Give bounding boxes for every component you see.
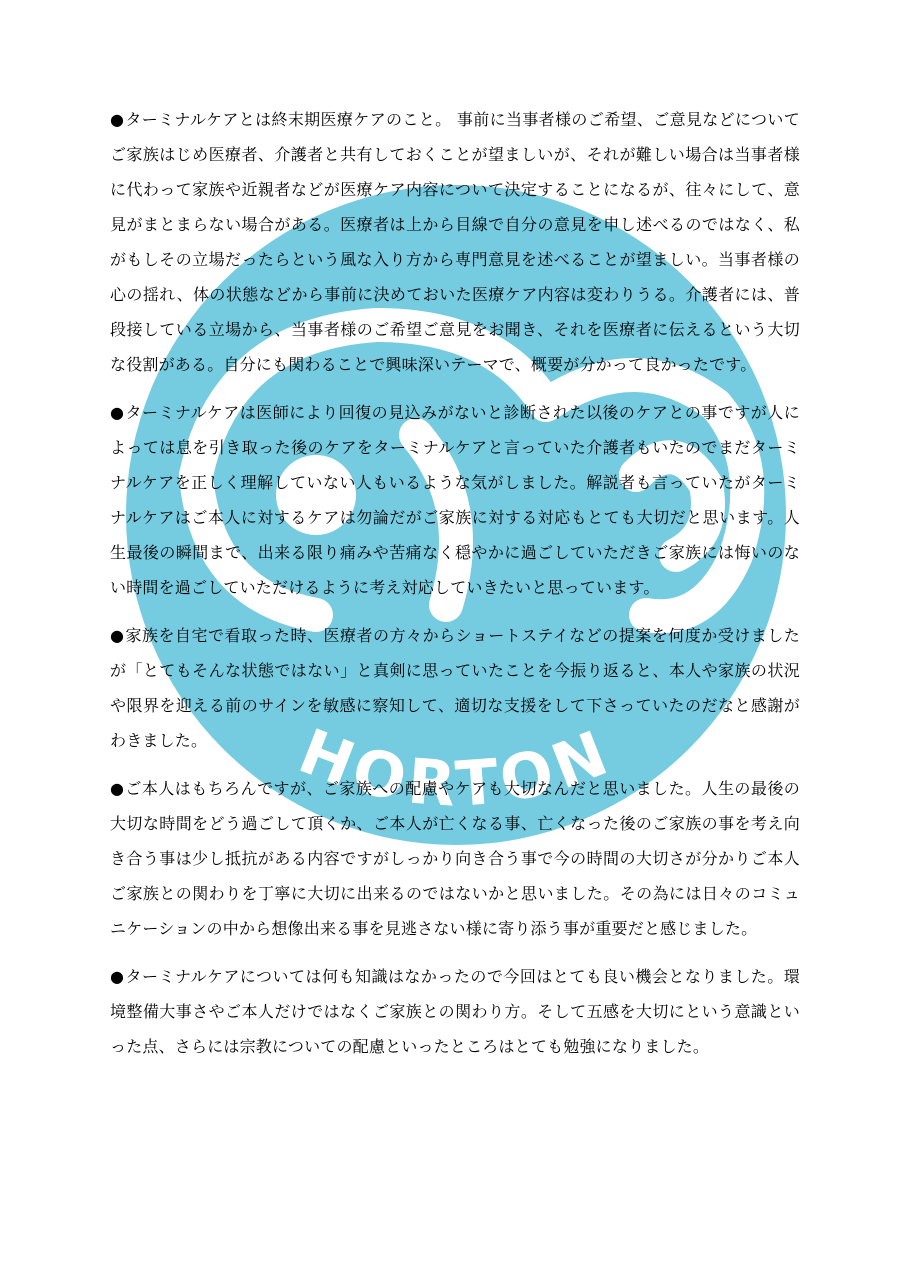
- comment-text: ターミナルケアは医師により回復の見込みがないと診断された以後のケアとの事ですが人によっては息を引き取った後のケアをターミナルケアと言っていた介護者もいたのでまだターミナルケアを正しく理解していない人もいるような気がしました。解説者も言っていたがターミナルケアはご本人に対するケアは勿論だがご家族に対する対応もとても大切だと思います。人生最後の瞬間まで、出来る限り痛みや苦痛なく穏やかに過ごしていただきご家族には悔いのない時間を過ごしていただけるように考え対応していきたいと思っています。: [110, 403, 800, 597]
- comments-document: [110, 102, 800, 1077]
- bullet-icon: ●: [110, 967, 125, 986]
- bullet-icon: ●: [110, 110, 125, 129]
- comment-paragraph: [110, 395, 800, 605]
- comment-paragraph: [110, 771, 800, 946]
- comment-paragraph: [110, 102, 800, 382]
- horton-logo-text: HORTON: [289, 714, 623, 821]
- bullet-icon: ●: [110, 403, 125, 422]
- comment-text: ターミナルケアとは終末期医療ケアのこと。 事前に当事者様のご希望、ご意見などについてご家族はじめ医療者、介護者と共有しておくことが望ましいが、それが難しい場合は当事者様に代わって家族や近親者などが医療ケア内容について決定することになるが、往々にして、意見がまとまらない場合がある。医療者は上から目線で自分の意見を申し述べるのではなく、私がもしその立場だったらという風な入り方から専門意見を述べることが望ましい。当事者様の心の揺れ、体の状態などから事前に決めておいた医療ケア内容は変わりうる。介護者には、普段接している立場から、当事者様のご希望ご意見をお聞き、それを医療者に伝えるという大切な役割がある。自分にも関わることで興味深いテーマで、概要が分かって良かったです。: [110, 110, 800, 374]
- bullet-icon: ●: [110, 779, 125, 798]
- comment-text: 家族を自宅で看取った時、医療者の方々からショートステイなどの提案を何度か受けましたが「とてもそんな状態ではない」と真剣に思っていたことを今振り返ると、本人や家族の状況や限界を迎える前のサインを敏感に察知して、適切な支援をして下さっていたのだなと感謝がわきました。: [110, 626, 800, 750]
- bullet-icon: ●: [110, 626, 125, 645]
- comment-text: ご本人はもちろんですが、ご家族への配慮やケアも大切なんだと思いました。人生の最後の大切な時間をどう過ごして頂くか、ご本人が亡くなる事、亡くなった後のご家族の事を考え向き合う事は少し抵抗がある内容ですがしっかり向き合う事で今の時間の大切さが分かりご本人ご家族との関わりを丁寧に大切に出来るのではないかと思いました。その為には日々のコミュニケーションの中から想像出来る事を見逃さない様に寄り添う事が重要だと感じました。: [110, 779, 800, 938]
- comment-paragraph: [110, 959, 800, 1064]
- comment-paragraph: [110, 618, 800, 758]
- comment-text: ターミナルケアについては何も知識はなかったので今回はとても良い機会となりました。環境整備大事さやご本人だけではなくご家族との関わり方。そして五感を大切にという意識といった点、さらには宗教についての配慮といったところはとても勉強になりました。: [110, 967, 800, 1056]
